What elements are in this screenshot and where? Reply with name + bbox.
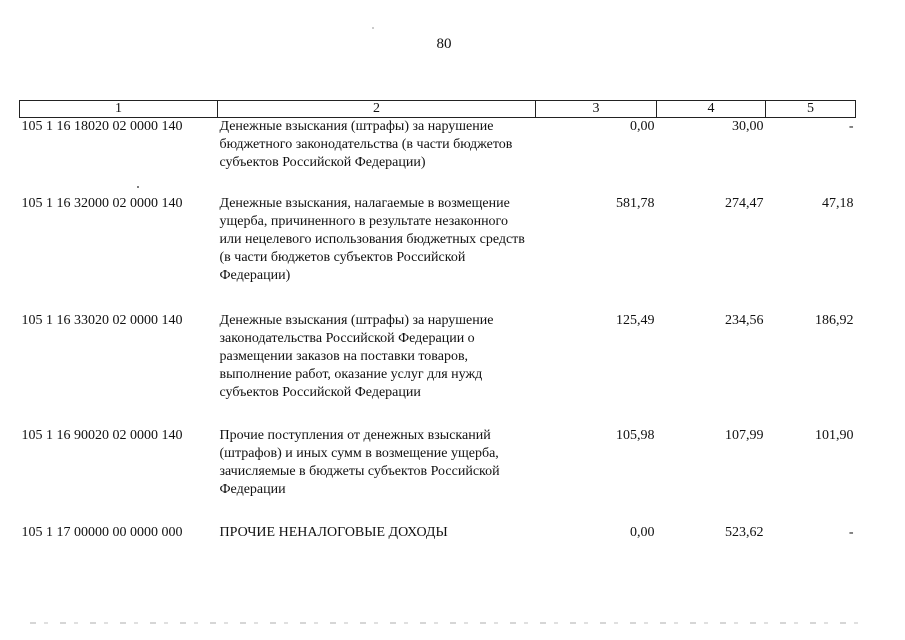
row-col3: 581,78	[616, 195, 655, 211]
row-col3: 105,98	[616, 427, 655, 443]
row-col5: -	[848, 524, 854, 540]
revenue-table	[19, 100, 856, 554]
table-header-row	[20, 101, 856, 118]
column-header-2: 2	[218, 101, 536, 118]
row-col3: 0,00	[630, 119, 655, 134]
page-number: 80	[436, 36, 452, 52]
row-col3: 125,49	[616, 312, 655, 328]
row-code: 105 1 16 32000 02 0000 140	[21, 195, 183, 211]
row-col4: 523,62	[725, 524, 764, 540]
column-header-5: 5	[766, 101, 856, 118]
table-row	[20, 312, 856, 427]
row-col4: 274,47	[725, 195, 764, 211]
row-col4: 107,99	[725, 427, 764, 443]
row-col5: -	[848, 119, 854, 134]
table-row	[20, 524, 856, 554]
scan-speck	[372, 27, 374, 29]
row-code: 105 1 16 90020 02 0000 140	[21, 427, 183, 443]
table-row	[20, 427, 856, 524]
column-header-4: 4	[657, 101, 766, 118]
row-code: 105 1 16 33020 02 0000 140	[21, 312, 183, 328]
row-col4: 234,56	[725, 312, 764, 328]
column-header-1: 1	[20, 101, 218, 118]
table-row	[20, 118, 856, 195]
scan-speck	[137, 186, 139, 188]
row-col5: 186,92	[815, 312, 854, 328]
row-code: 105 1 17 00000 00 0000 000	[21, 524, 183, 540]
column-header-3: 3	[536, 101, 657, 118]
row-col5: 101,90	[815, 427, 854, 443]
row-name: Денежные взыскания, налагаемые в возмещение ущерба, причиненного в результате незаконного или нецелевого использования бюджетных средств (в части бюджетов субъектов Российской Федерации)	[219, 195, 525, 283]
row-col4: 30,00	[732, 119, 764, 134]
row-name: Денежные взыскания (штрафы) за нарушение бюджетного законодательства (в части бюджетов субъектов Российской Федерации)	[219, 119, 513, 170]
row-name: Денежные взыскания (штрафы) за нарушение законодательства Российской Федерации о размещении заказов на поставки товаров, выполнение работ, оказание услуг для нужд субъектов Российской Федерации	[219, 312, 494, 400]
table-row	[20, 195, 856, 312]
row-code: 105 1 16 18020 02 0000 140	[21, 119, 183, 134]
scan-artifact	[30, 622, 860, 624]
row-col5: 47,18	[822, 195, 854, 211]
row-name: Прочие поступления от денежных взысканий (штрафов) и иных сумм в возмещение ущерба, зачисляемые в бюджеты субъектов Российской Федерации	[219, 427, 500, 497]
row-name: ПРОЧИЕ НЕНАЛОГОВЫЕ ДОХОДЫ	[219, 524, 448, 540]
row-col3: 0,00	[630, 524, 655, 540]
